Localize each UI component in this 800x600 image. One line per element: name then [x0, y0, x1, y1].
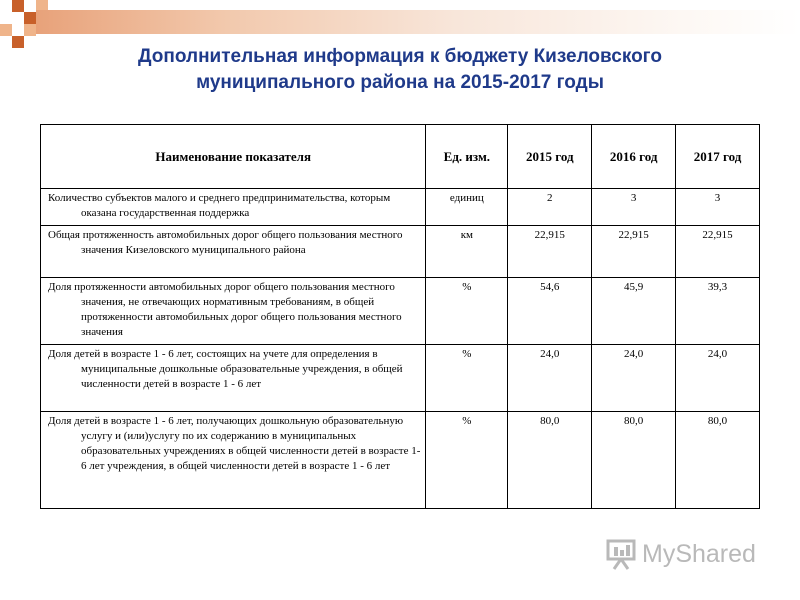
row-value-2017: 39,3 — [676, 278, 760, 345]
row-value-2015: 22,915 — [508, 226, 592, 278]
row-name: Общая протяженность автомобильных дорог общего пользования местного значения Кизеловского муниципального района — [41, 226, 426, 278]
decor-square-6 — [12, 36, 24, 48]
table-row — [41, 412, 760, 509]
header-2017: 2017 год — [676, 125, 760, 189]
budget-info-table — [40, 124, 760, 509]
row-name: Доля детей в возрасте 1 - 6 лет, состоящих на учете для определения в муниципальные дошкольные образовательные учреждения, в общей численности детей в возрасте 1 - 6 лет — [41, 345, 426, 412]
presentation-board-icon — [606, 538, 636, 570]
header-unit: Ед. изм. — [426, 125, 508, 189]
table-row — [41, 226, 760, 278]
row-name: Доля протяженности автомобильных дорог общего пользования местного значения, не отвечающих нормативным требованиям, в общей протяженности автомобильных дорог общего пользования местного значения — [41, 278, 426, 345]
row-value-2016: 3 — [592, 189, 676, 226]
row-unit: % — [426, 412, 508, 509]
row-value-2016: 22,915 — [592, 226, 676, 278]
decor-square-4 — [0, 24, 12, 36]
table-header-row — [41, 125, 760, 189]
header-2015: 2015 год — [508, 125, 592, 189]
decor-square-3 — [24, 12, 36, 24]
row-value-2015: 54,6 — [508, 278, 592, 345]
row-unit: % — [426, 345, 508, 412]
page-title-line-2: муниципального района на 2015-2017 годы — [196, 72, 604, 93]
header-gradient-bar — [36, 10, 800, 34]
row-value-2017: 22,915 — [676, 226, 760, 278]
row-unit: единиц — [426, 189, 508, 226]
decor-square-1 — [12, 0, 24, 12]
page-title-line-1: Дополнительная информация к бюджету Кизеловского — [138, 46, 662, 67]
watermark-text: MyShared — [642, 539, 756, 568]
row-value-2017: 80,0 — [676, 412, 760, 509]
row-value-2016: 45,9 — [592, 278, 676, 345]
row-value-2017: 24,0 — [676, 345, 760, 412]
row-value-2015: 2 — [508, 189, 592, 226]
decor-square-5 — [24, 24, 36, 36]
table-row — [41, 278, 760, 345]
row-unit: км — [426, 226, 508, 278]
row-value-2016: 24,0 — [592, 345, 676, 412]
row-value-2015: 80,0 — [508, 412, 592, 509]
row-value-2016: 80,0 — [592, 412, 676, 509]
row-value-2015: 24,0 — [508, 345, 592, 412]
row-unit: % — [426, 278, 508, 345]
table-row — [41, 345, 760, 412]
row-name: Количество субъектов малого и среднего предпринимательства, которым оказана государственная поддержка — [41, 189, 426, 226]
header-2016: 2016 год — [592, 125, 676, 189]
header-name: Наименование показателя — [41, 125, 426, 189]
table-row — [41, 189, 760, 226]
page-title — [40, 44, 760, 96]
row-name: Доля детей в возрасте 1 - 6 лет, получающих дошкольную образовательную услугу и (или)услугу по их содержанию в муниципальных образовательных учреждениях в общей численности детей в возрасте 1- 6 лет учреждения, в общей численности детей в возрасте 1 - 6 лет — [41, 412, 426, 509]
row-value-2017: 3 — [676, 189, 760, 226]
watermark-logo — [606, 534, 766, 574]
